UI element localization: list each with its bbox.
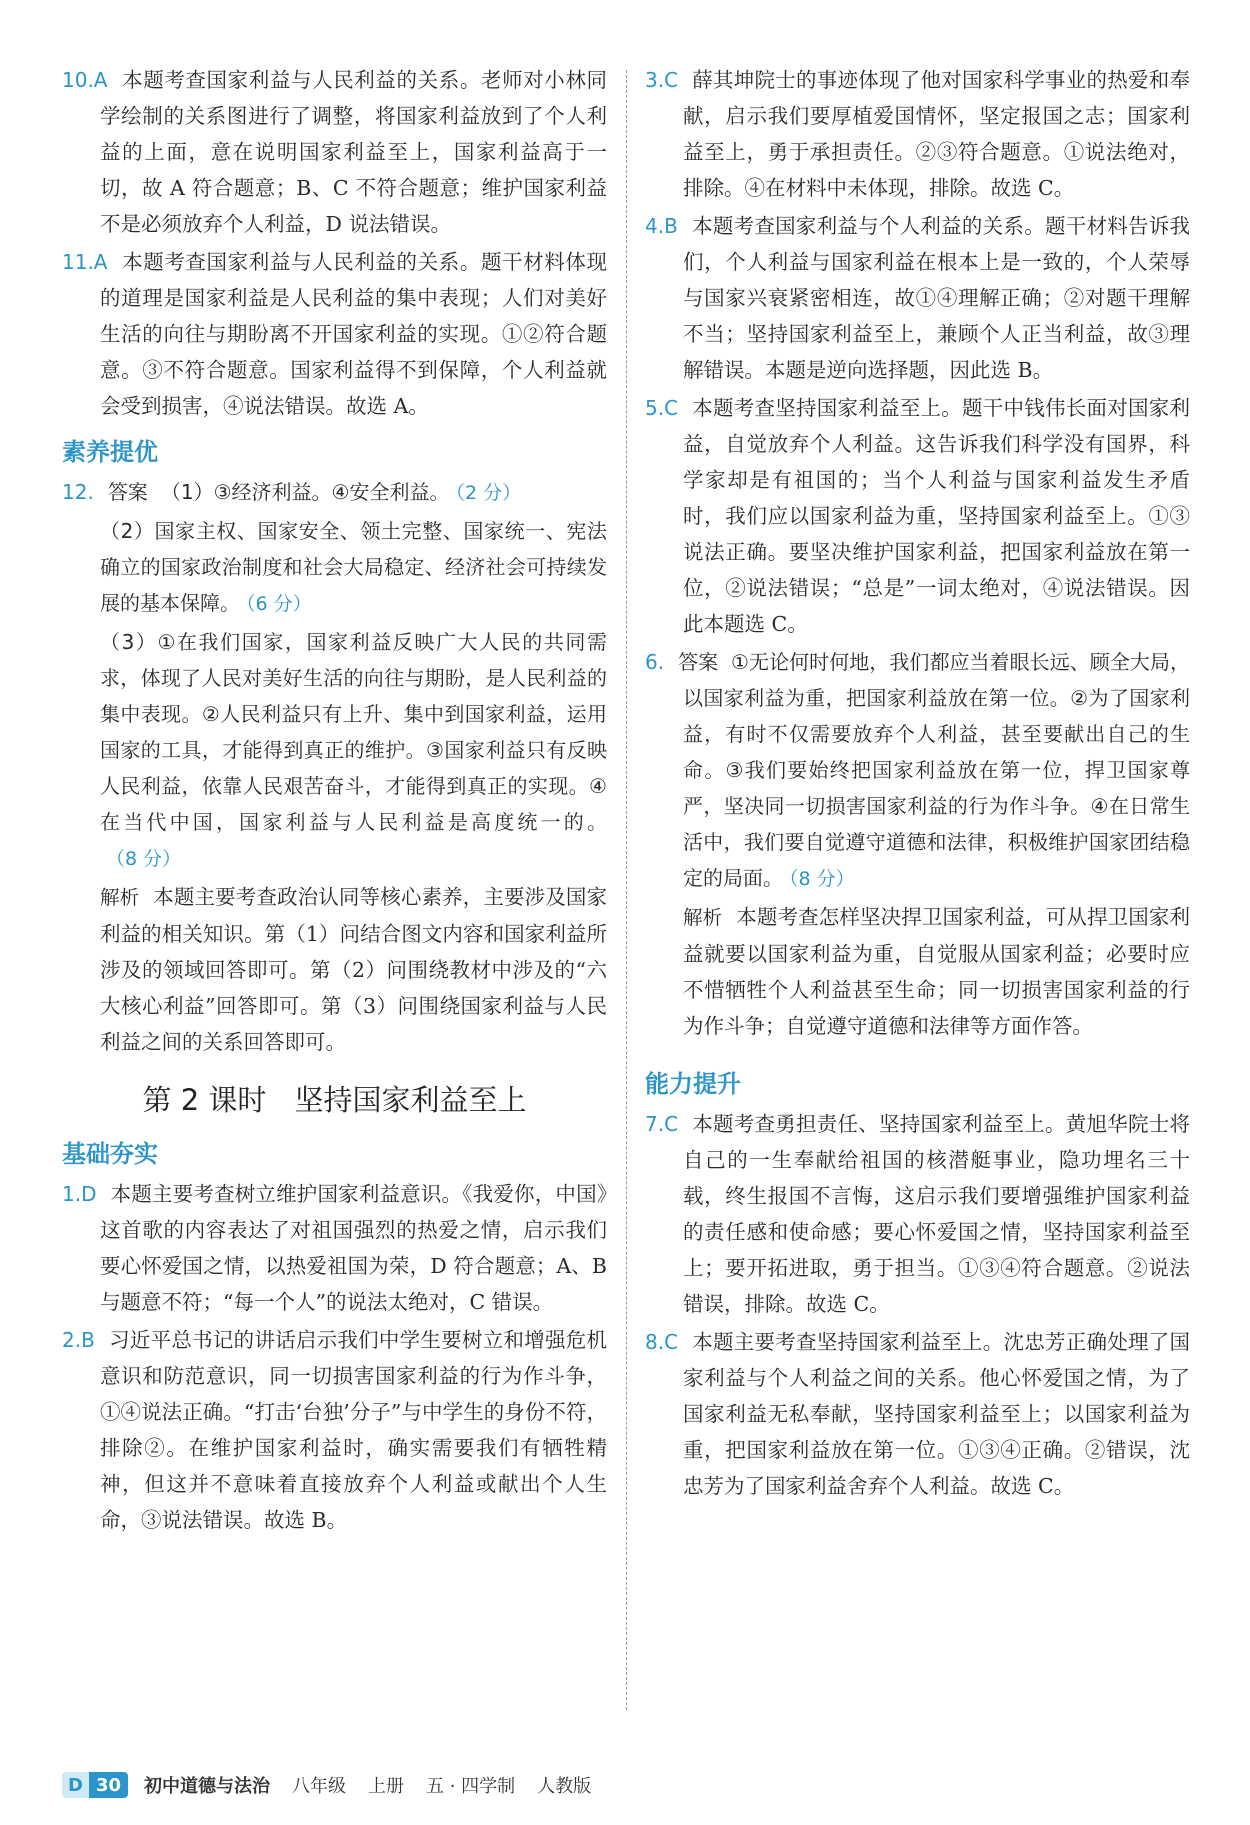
question-2 xyxy=(62,1322,607,1538)
question-text: 本题考查国家利益与个人利益的关系。题干材料告诉我们，个人利益与国家利益在根本上是一致的，个人荣辱与国家兴衰紧密相连，故①④理解正确；②对题干理解不当；坚持国家利益至上，兼顾个人正当利益，故③理解错误。本题是逆向选择题，因此选 B。 xyxy=(683,214,1190,382)
answer-part-3 xyxy=(62,624,607,877)
answer-part-1 xyxy=(62,474,607,511)
score-note: （8 分） xyxy=(106,848,182,870)
column-divider xyxy=(626,70,627,1710)
badge-letter: D xyxy=(62,1772,89,1798)
question-number: 5.C xyxy=(645,396,679,420)
right-column xyxy=(645,62,1190,1506)
question-10 xyxy=(62,62,607,242)
left-column xyxy=(62,62,607,1540)
page-number: 30 xyxy=(89,1772,128,1798)
question-number: 11.A xyxy=(62,250,108,274)
question-text: 习近平总书记的讲话启示我们中学生要树立和增强危机意识和防范意识，同一切损害国家利益的行为作斗争，①④说法正确。“打击‘台独’分子”与中学生的身份不符，排除②。在维护国家利益时，确实需要我们有牺牲精神，但这并不意味着直接放弃个人利益或献出个人生命，③说法错误。故选 B。 xyxy=(100,1328,607,1532)
answer-text: （2）国家主权、国家安全、领土完整、国家统一、宪法确立的国家政治制度和社会大局稳定、经济社会可持续发展的基本保障。 xyxy=(100,519,607,615)
answer-text: ①无论何时何地，我们都应当着眼长远、顾全大局，以国家利益为重，把国家利益放在第一位。②为了国家利益，有时不仅需要放弃个人利益，甚至要献出自己的生命。③我们要始终把国家利益放在第一位，捍卫国家尊严，坚决同一切损害国家利益的行为作斗争。④在日常生活中，我们要自觉遵守道德和法律，积极维护国家团结稳定的局面。 xyxy=(683,650,1190,890)
footer-term: 上册 xyxy=(368,1776,405,1797)
question-number: 12. xyxy=(62,480,94,504)
section-heading-jichu: 基础夯实 xyxy=(62,1140,158,1168)
analysis-text: 本题考查怎样坚决捍卫国家利益，可从捍卫国家利益就要以国家利益为重，自觉服从国家利益；必要时应不惜牺牲个人利益甚至生命；同一切损害国家利益的行为作斗争；自觉遵守道德和法律等方面作答。 xyxy=(683,905,1190,1038)
question-number: 8.C xyxy=(645,1330,679,1354)
question-number: 10.A xyxy=(62,68,108,92)
lesson-title xyxy=(62,1080,607,1120)
question-11 xyxy=(62,244,607,424)
answer-label: 答案 xyxy=(107,480,148,504)
question-8 xyxy=(645,1324,1190,1504)
section-heading-nengli: 能力提升 xyxy=(645,1070,741,1098)
question-text: 本题考查国家利益与人民利益的关系。题干材料体现的道理是国家利益是人民利益的集中表现；人们对美好生活的向往与期盼离不开国家利益的实现。①②符合题意。③不符合题意。国家利益得不到保障，个人利益就会受到损害，④说法错误。故选 A。 xyxy=(100,250,607,418)
analysis xyxy=(645,899,1190,1044)
score-note: （6 分） xyxy=(246,593,312,615)
question-1 xyxy=(62,1176,607,1320)
footer-edition: 人教版 xyxy=(537,1776,592,1797)
question-text: 薛其坤院士的事迹体现了他对国家科学事业的热爱和奉献，启示我们要厚植爱国情怀，坚定报国之志；国家利益至上，勇于承担责任。②③符合题意。①说法绝对，排除。④在材料中未体现，排除。故选 C。 xyxy=(683,68,1190,200)
footer-grade: 八年级 xyxy=(292,1776,347,1797)
question-text: 本题主要考查坚持国家利益至上。沈忠芳正确处理了国家利益与个人利益之间的关系。他心怀爱国之情，为了国家利益无私奉献，坚持国家利益至上；以国家利益为重，把国家利益放在第一位。①③④正确。②错误，沈忠芳为了国家利益舍弃个人利益。故选 C。 xyxy=(683,1330,1190,1498)
question-number: 1.D xyxy=(62,1182,97,1206)
section-heading-suyang: 素养提优 xyxy=(62,438,158,466)
page-footer xyxy=(62,1770,613,1800)
footer-system: 五 · 四学制 xyxy=(426,1776,516,1797)
question-7 xyxy=(645,1106,1190,1322)
analysis-label: 解析 xyxy=(100,886,140,909)
answer-text: （3）①在我们国家，国家利益反映广大人民的共同需求，体现了人民对美好生活的向往与期盼，是人民利益的集中表现。②人民利益只有上升、集中到国家利益，运用国家的工具，才能得到真正的维护。③国家利益只有反映人民利益，依靠人民艰苦奋斗，才能得到真正的实现。④在当代中国，国家利益与人民利益是高度统一的。 xyxy=(100,630,607,834)
analysis-text: 本题主要考查政治认同等核心素养，主要涉及国家利益的相关知识。第（1）问结合图文内容和国家利益所涉及的领域回答即可。第（2）问围绕教材中涉及的“六大核心利益”回答即可。第（3）问围绕国家利益与人民利益之间的关系回答即可。 xyxy=(100,885,607,1054)
question-12 xyxy=(62,474,607,1060)
question-3 xyxy=(645,62,1190,206)
question-number: 3.C xyxy=(645,68,679,92)
question-text: 本题考查国家利益与人民利益的关系。老师对小林同学绘制的关系图进行了调整，将国家利益放到了个人利益的上面，意在说明国家利益至上，国家利益高于一切，故 A 符合题意；B、C 不符合题意；维护国家利益不是必须放弃个人利益，D 说法错误。 xyxy=(100,68,607,236)
score-note: （8 分） xyxy=(789,868,855,890)
question-number: 7.C xyxy=(645,1112,679,1136)
question-5 xyxy=(645,390,1190,642)
answer-text: （1）③经济利益。④安全利益。 xyxy=(160,480,450,504)
question-number: 2.B xyxy=(62,1328,95,1352)
answer-label: 答案 xyxy=(678,650,719,674)
lesson-name: 坚持国家利益至上 xyxy=(294,1083,527,1117)
footer-subject: 初中道德与法治 xyxy=(144,1776,271,1797)
answer-part-2 xyxy=(62,513,607,622)
question-4 xyxy=(645,208,1190,388)
question-text: 本题考查坚持国家利益至上。题干中钱伟长面对国家利益，自觉放弃个人利益。这告诉我们科学没有国界，科学家却是有祖国的；当个人利益与国家利益发生矛盾时，我们应以国家利益为重，坚持国家利益至上。①③说法正确。要坚决维护国家利益，把国家利益放在第一位，②说法错误；“总是”一词太绝对，④说法错误。因此本题选 C。 xyxy=(683,396,1190,636)
analysis xyxy=(62,879,607,1060)
question-6 xyxy=(645,644,1190,897)
analysis-label: 解析 xyxy=(683,906,723,929)
page-number-badge xyxy=(62,1772,128,1798)
question-number: 4.B xyxy=(645,214,678,238)
question-text: 本题考查勇担责任、坚持国家利益至上。黄旭华院士将自己的一生奉献给祖国的核潜艇事业，隐功埋名三十载，终生报国不言悔，这启示我们要增强维护国家利益的责任感和使命感；要心怀爱国之情，坚持国家利益至上；要开拓进取，勇于担当。①③④符合题意。②说法错误，排除。故选 C。 xyxy=(683,1112,1190,1316)
score-note: （2 分） xyxy=(455,482,522,504)
question-number: 6. xyxy=(645,650,665,674)
question-text: 本题主要考查树立维护国家利益意识。《我爱你，中国》这首歌的内容表达了对祖国强烈的热爱之情，启示我们要心怀爱国之情，以热爱祖国为荣，D 符合题意；A、B 与题意不符；“每一个人”的说法太绝对，C 错误。 xyxy=(100,1182,607,1314)
lesson-number: 第 2 课时 xyxy=(142,1083,267,1117)
